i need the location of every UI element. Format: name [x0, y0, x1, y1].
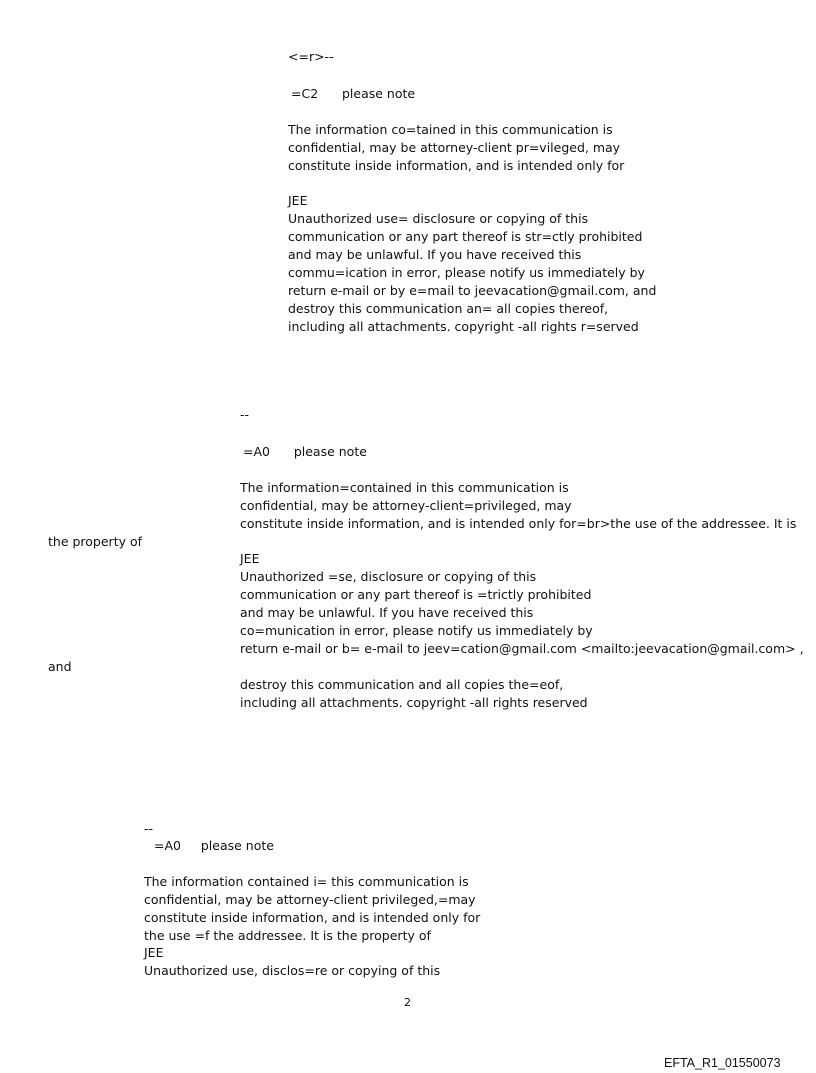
- block1-line: constitute inside information, and is intended only for: [288, 158, 625, 173]
- block1-line: The information co=tained in this communication is: [288, 122, 613, 137]
- block2-line: and may be unlawful. If you have received this: [240, 605, 534, 620]
- block2-line: confidential, may be attorney-client=privileged, may: [240, 498, 572, 513]
- block3-line: constitute inside information, and is intended only for: [144, 910, 481, 925]
- block2-line: The information=contained in this communication is: [240, 480, 569, 495]
- block1-line: including all attachments. copyright -all rights r=served: [288, 319, 639, 334]
- block2-wrap-line: the property of: [48, 534, 143, 549]
- block3-line: JEE: [144, 945, 164, 960]
- block1-line: Unauthorized use= disclosure or copying of this: [288, 211, 589, 226]
- block2-line: destroy this communication and all copies the=eof,: [240, 677, 564, 692]
- block2-line: communication or any part thereof is =trictly prohibited: [240, 587, 592, 602]
- block1-line: destroy this communication an= all copies thereof,: [288, 301, 609, 316]
- block3-line: the use =f the addressee. It is the property of: [144, 928, 431, 943]
- block3-note-heading: =A0 please note: [154, 838, 274, 853]
- block1-note-heading: =C2 please note: [291, 86, 416, 101]
- block3-line: confidential, may be attorney-client privileged,=may: [144, 892, 476, 907]
- block1-line: return e-mail or by e=mail to jeevacation@gmail.com, and: [288, 283, 657, 298]
- block2-line: return e-mail or b= e-mail to jeev=cation@gmail.com <mailto:jeevacation@gmail.com> ,: [240, 641, 804, 656]
- block3-line: The information contained i= this communication is: [144, 874, 469, 889]
- block1-line: and may be unlawful. If you have received this: [288, 247, 582, 262]
- block2-line: constitute inside information, and is intended only for=br>the use of the addressee. It is: [240, 516, 797, 531]
- block1-line: communication or any part thereof is str=ctly prohibited: [288, 229, 643, 244]
- block2-line: Unauthorized =se, disclosure or copying of this: [240, 569, 537, 584]
- block1-line: confidential, may be attorney-client pr=vileged, may: [288, 140, 621, 155]
- block1-marker: <=r>--: [288, 49, 334, 64]
- block2-line: including all attachments. copyright -all rights reserved: [240, 695, 588, 710]
- block2-note-heading: =A0 please note: [243, 444, 367, 459]
- block2-marker: --: [240, 407, 250, 422]
- block1-line: commu=ication in error, please notify us immediately by: [288, 265, 645, 280]
- block3-marker: --: [144, 821, 154, 836]
- block2-line: co=munication in error, please notify us immediately by: [240, 623, 593, 638]
- block2-line: JEE: [240, 551, 260, 566]
- page-number: 2: [404, 996, 411, 1009]
- block2-wrap-line: and: [48, 659, 72, 674]
- document-id: EFTA_R1_01550073: [664, 1056, 781, 1070]
- block1-line: JEE: [288, 193, 308, 208]
- block3-line: Unauthorized use, disclos=re or copying of this: [144, 963, 441, 978]
